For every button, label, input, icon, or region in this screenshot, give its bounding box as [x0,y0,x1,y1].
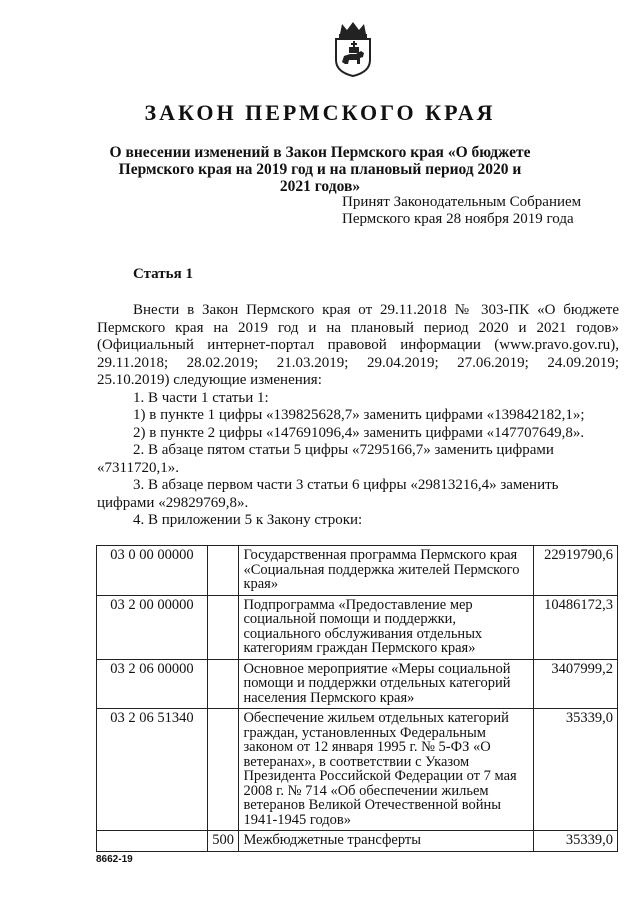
table-cell-kvr [207,595,239,659]
table-cell-name: Межбюджетные трансферты [239,831,533,852]
table-cell-sum: 35339,0 [533,709,617,831]
table-cell-name: Обеспечение жильем отдельных категорий граждан, установленных Федеральным законом от 12 января 1995 г. № 5-ФЗ «О ветеранах», в соответствии с Указом Президента Российской Федерации от 7 мая 2008 г. № 714 «Об обеспечении жильем ветеранов Великой Отечественной войны 1941-1945 годов» [239,709,533,831]
coat-of-arms-icon [330,20,376,78]
table-cell-code: 03 2 00 00000 [97,595,208,659]
table-cell-kvr [207,709,239,831]
table-cell-name: Подпрограмма «Предоставление мер социальной помощи и поддержки, социального обслуживания отдельных категориям граждан Пермского края» [239,595,533,659]
table-cell-kvr [207,546,239,596]
table-cell-kvr: 500 [207,831,239,852]
table-row [97,659,618,709]
table-cell-code: 03 0 00 00000 [97,546,208,596]
table-row [97,831,618,852]
table-cell-sum: 35339,0 [533,831,617,852]
document-subtitle [105,144,535,195]
table-cell-sum: 22919790,6 [533,546,617,596]
adoption-line-1: Принят Законодательным Собранием [342,194,582,210]
table-cell-kvr [207,659,239,709]
table-row [97,595,618,659]
paragraph-item-1-2: 2) в пункте 2 цифры «147691096,4» заменить цифрами «147707649,8». [133,424,585,441]
adoption-line-2: Пермского края 28 ноября 2019 года [342,211,574,227]
article-body [97,302,619,530]
table-cell-code: 03 2 06 51340 [97,709,208,831]
table-cell-code: 03 2 06 00000 [97,659,208,709]
table-cell-code [97,831,208,852]
article-heading: Статья 1 [133,266,193,282]
paragraph-item-3: 3. В абзаце первом части 3 статьи 6 цифры «29813216,4» заменить цифрами «29829769,8». [97,477,559,511]
subtitle-line-2: Пермского края на 2019 год и на плановый период 2020 и 2021 годов» [118,161,522,195]
paragraph-item-2: 2. В абзаце пятом статьи 5 цифры «7295166,7» заменить цифрами «7311720,1». [97,442,554,476]
paragraph-item-4: 4. В приложении 5 к Закону строки: [133,512,363,528]
table-cell-name: Государственная программа Пермского края «Социальная поддержка жителей Пермского края» [239,546,533,596]
table-cell-name: Основное мероприятие «Меры социальной помощи и поддержки отдельных категорий населения Пермского края» [239,659,533,709]
subtitle-line-1: О внесении изменений в Закон Пермского края «О бюджете [109,144,531,161]
document-title: ЗАКОН ПЕРМСКОГО КРАЯ [144,100,496,125]
adoption-note [342,194,581,228]
table-row [97,546,618,596]
document-number: 8662-19 [96,854,133,865]
table-row [97,709,618,831]
table-cell-sum: 3407999,2 [533,659,617,709]
paragraph-item-1-1: 1) в пункте 1 цифры «139825628,7» заменить цифрами «139842182,1»; [133,407,585,423]
paragraph-item-1: 1. В части 1 статьи 1: [133,389,269,406]
table-cell-sum: 10486172,3 [533,595,617,659]
budget-table [96,545,618,852]
paragraph-intro: Внести в Закон Пермского края от 29.11.2018 № 303-ПК «О бюджете Пермского края на 2019 год и на плановый период 2020 и 2021 годов» (Официальный интернет-портал правовой информации (www.pravo.gov.ru), 29.11.2018; 28.02.2019; 21.03.2019; 29.04.2019; 27.06.2019; 24.09.2019; 25.10.2019) следующие изменения: [97,302,619,388]
